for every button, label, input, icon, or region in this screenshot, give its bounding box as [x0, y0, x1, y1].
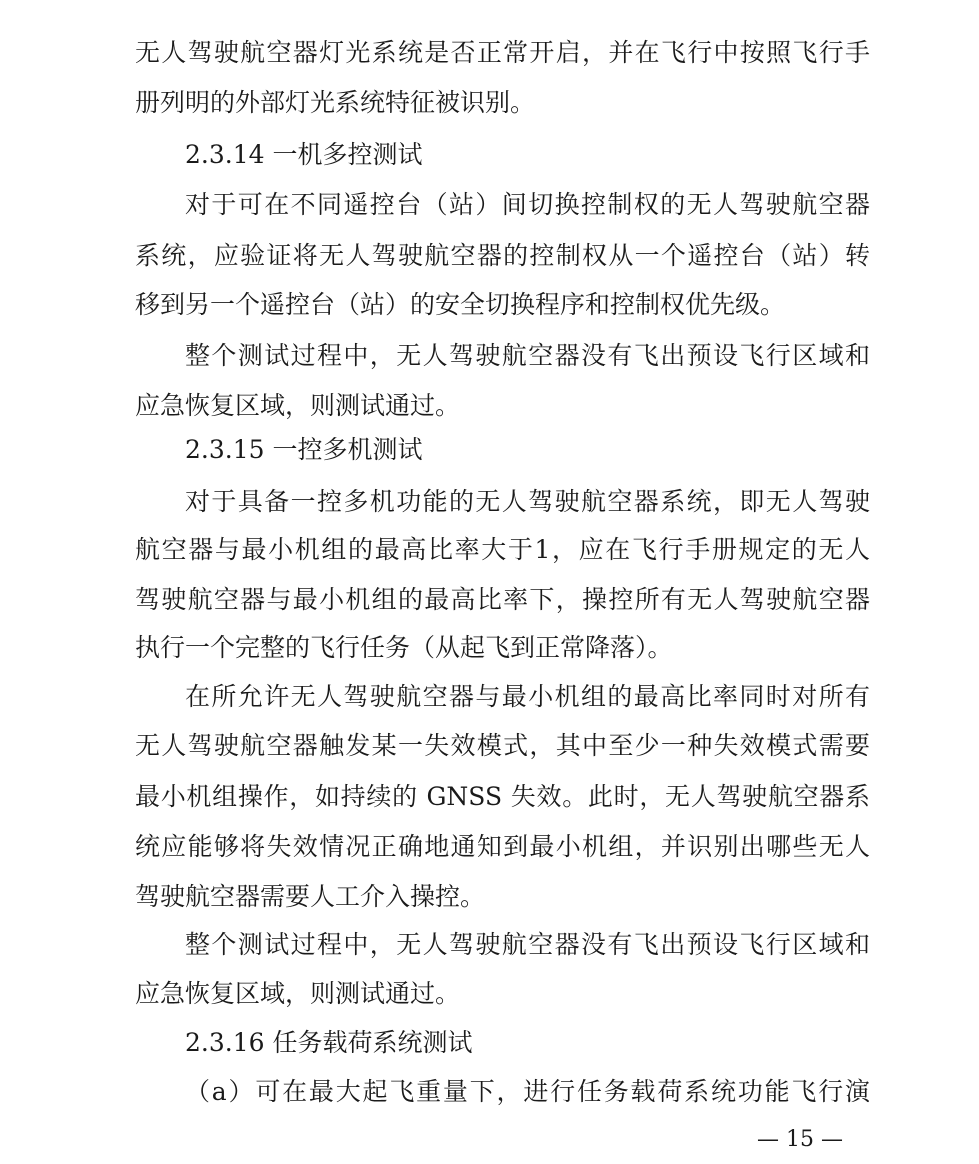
body-text-line: 在所允许无人驾驶航空器与最小机组的最高比率同时对所有: [185, 682, 870, 711]
body-text-line: 整个测试过程中，无人驾驶航空器没有飞出预设飞行区域和: [185, 930, 870, 959]
body-text-line: 册列明的外部灯光系统特征被识别。: [135, 88, 536, 117]
page-number: — 15 —: [757, 1127, 843, 1152]
body-text-line: 对于可在不同遥控台（站）间切换控制权的无人驾驶航空器: [185, 190, 870, 219]
body-text-line: 应急恢复区域，则测试通过。: [135, 391, 461, 420]
body-text-line: 系统，应验证将无人驾驶航空器的控制权从一个遥控台（站）转: [135, 241, 870, 270]
section-heading-2-3-15: 2.3.15 一控多机测试: [185, 435, 423, 464]
body-text-line: 最小机组操作，如持续的 GNSS 失效。此时，无人驾驶航空器系: [135, 782, 870, 811]
body-text-line: 移到另一个遥控台（站）的安全切换程序和控制权优先级。: [135, 290, 786, 319]
body-text-line: 无人驾驶航空器灯光系统是否正常开启，并在飞行中按照飞行手: [135, 38, 870, 67]
body-text-line: 航空器与最小机组的最高比率大于1，应在飞行手册规定的无人: [135, 535, 870, 564]
body-text-line: 应急恢复区域，则测试通过。: [135, 979, 461, 1008]
body-text-line: 执行一个完整的飞行任务（从起飞到正常降落）。: [135, 633, 673, 662]
body-text-line: 无人驾驶航空器触发某一失效模式，其中至少一种失效模式需要: [135, 731, 870, 760]
section-heading-2-3-14: 2.3.14 一机多控测试: [185, 140, 423, 169]
section-heading-2-3-16: 2.3.16 任务载荷系统测试: [185, 1028, 473, 1057]
body-text-line: （a）可在最大起飞重量下，进行任务载荷系统功能飞行演: [185, 1077, 870, 1106]
body-text-line: 驾驶航空器与最小机组的最高比率下，操控所有无人驾驶航空器: [135, 585, 870, 614]
body-text-line: 整个测试过程中，无人驾驶航空器没有飞出预设飞行区域和: [185, 341, 870, 370]
body-text-line: 对于具备一控多机功能的无人驾驶航空器系统，即无人驾驶: [185, 487, 870, 516]
body-text-line: 统应能够将失效情况正确地通知到最小机组，并识别出哪些无人: [135, 832, 870, 861]
body-text-line: 驾驶航空器需要人工介入操控。: [135, 882, 486, 911]
